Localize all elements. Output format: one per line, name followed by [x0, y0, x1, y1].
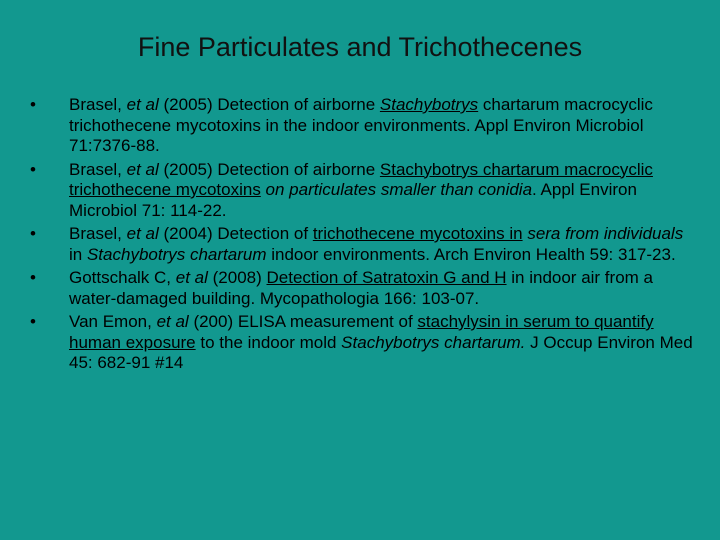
reference-item — [30, 95, 695, 157]
reference-segment: . Appl Environ Microbiol 71: 114-22. — [69, 180, 637, 220]
reference-segment: Brasel, — [69, 159, 127, 179]
reference-segment: (2005) Detection of airborne — [158, 95, 380, 114]
reference-text — [69, 224, 683, 264]
reference-item — [30, 224, 695, 265]
reference-segment: Van Emon, — [69, 312, 157, 331]
reference-list — [30, 95, 695, 377]
reference-segment: (200) ELISA measurement of — [188, 312, 418, 331]
reference-segment: et al — [175, 268, 208, 287]
reference-segment: et al — [126, 159, 159, 179]
reference-segment: (2008) — [207, 268, 267, 287]
reference-segment: et al — [126, 95, 159, 114]
slide-title: Fine Particulates and Trichothecenes — [137, 32, 583, 62]
reference-text — [69, 95, 653, 155]
reference-segment: Brasel, — [69, 224, 127, 243]
reference-text — [69, 312, 693, 372]
reference-segment: Stachybotrys — [379, 95, 479, 114]
reference-item — [30, 160, 695, 222]
bullet-icon: • — [30, 159, 36, 179]
reference-segment: in indoor air from a water-damaged building. Mycopathologia 166: 103-07. — [69, 268, 653, 308]
reference-segment: Detection of Satratoxin G and H — [266, 268, 507, 287]
reference-segment: (2005) Detection of airborne — [158, 159, 380, 179]
bullet-icon: • — [30, 224, 36, 243]
reference-segment: et al — [126, 224, 159, 243]
reference-segment: (2004) Detection of — [158, 224, 313, 243]
reference-segment: Stachybotrys chartarum macrocyclic trichothecene mycotoxins — [69, 159, 653, 199]
reference-segment: on particulates smaller than conidia — [260, 180, 533, 199]
reference-segment: in — [69, 244, 87, 264]
reference-item — [30, 268, 695, 309]
reference-text — [69, 160, 653, 220]
reference-item — [30, 312, 695, 374]
reference-segment: J Occup Environ Med 45: 682-91 #14 — [69, 332, 693, 372]
reference-segment: Stachybotrys chartarum — [86, 244, 267, 264]
reference-segment: Stachybotrys chartarum. — [341, 332, 526, 352]
reference-segment: chartarum macrocyclic trichothecene mycotoxins in the indoor environments. Appl Environ Microbiol 71:7376-88. — [69, 95, 653, 155]
reference-text — [69, 268, 653, 308]
reference-segment: et al — [156, 312, 189, 331]
reference-segment: Brasel, — [69, 95, 127, 114]
reference-segment: trichothecene mycotoxins in — [312, 224, 523, 243]
reference-segment: sera from individuals — [522, 224, 684, 243]
reference-segment: indoor environments. Arch Environ Health 59: 317-23. — [266, 244, 676, 264]
reference-segment: stachylysin in serum to quantify human exposure — [69, 312, 654, 352]
reference-segment: to the indoor mold — [195, 332, 342, 352]
bullet-icon: • — [30, 268, 36, 287]
bullet-icon: • — [30, 95, 36, 114]
bullet-icon: • — [30, 312, 36, 331]
reference-segment: Gottschalk C, — [69, 268, 176, 287]
